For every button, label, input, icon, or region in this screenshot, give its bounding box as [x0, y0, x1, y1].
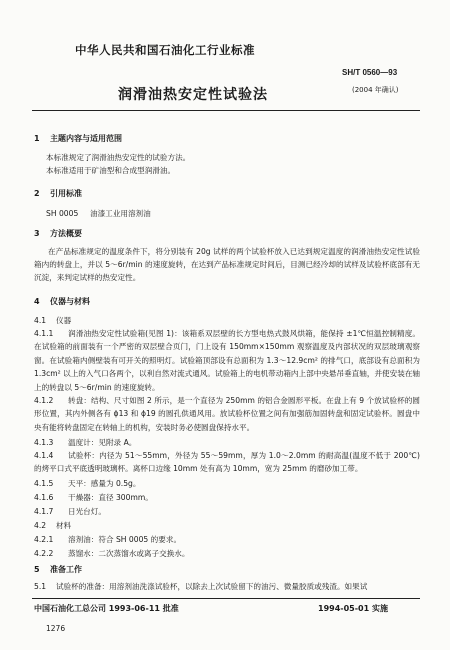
section-3-paragraph: 在产品标准规定的温度条件下，将分别装有 20g 试样的两个试验杯放入已达到规定温度的润滑油热安定性试验箱内的转盘上，并以 5～6r/min 的速度旋转，在达到产品标准规定时间后，目测已经冷却的试样及试验杯底部有无沉淀，来判定试样的热安定性。: [34, 247, 420, 283]
item-number: 4.2.1: [34, 535, 54, 544]
section-4-heading: [34, 296, 90, 307]
item-4-2-2: [34, 547, 420, 560]
section-1-heading: [34, 133, 122, 144]
item-number: 5.1: [34, 582, 47, 591]
item-4-1-4: [34, 449, 420, 476]
item-text: 温度计：见附录 A。: [68, 438, 137, 447]
item-text: 日光台灯。: [68, 507, 106, 516]
footer-divider: [32, 598, 420, 599]
item-text: 天平：感量为 0.5g。: [68, 479, 141, 488]
subsection-4-1: [34, 314, 420, 327]
item-number: 4.1.2: [34, 396, 54, 405]
confirmation-note: (2004 年确认): [352, 86, 399, 94]
section-number: 3: [34, 229, 40, 238]
item-5-1: [34, 580, 420, 593]
item-text: 干燥器：直径 300mm。: [68, 493, 153, 502]
item-4-1-6: [34, 491, 420, 504]
section-number: 1: [34, 134, 40, 143]
item-4-1-3: [34, 436, 420, 449]
item-text: 试验杯的准备：用溶剂油洗涤试验杯，以除去上次试验留下的油污、微量胶质或残渣。如果试: [56, 582, 368, 591]
item-number: 4.1.6: [34, 493, 54, 502]
standard-code: SH/T 0560—93: [342, 68, 398, 77]
item-text: 溶剂油：符合 SH 0005 的要求。: [68, 535, 182, 544]
item-text: 蒸馏水：二次蒸馏水或离子交换水。: [68, 549, 190, 558]
item-title: 仪器: [56, 316, 72, 325]
item-4-2-1: [34, 533, 420, 546]
section-title: 方法概要: [50, 229, 82, 238]
section-number: 2: [34, 189, 40, 198]
reference-name: 油漆工业用溶剂油: [90, 209, 151, 218]
header-divider: [32, 110, 420, 111]
item-number: 4.2: [34, 521, 47, 530]
item-4-1-5: [34, 477, 420, 490]
item-number: 4.1.3: [34, 438, 54, 447]
item-title: 材料: [56, 521, 72, 530]
item-number: 4.1.5: [34, 479, 54, 488]
item-number: 4.2.2: [34, 549, 54, 558]
section-1-line-1: 本标准规定了润滑油热安定性的试验方法。: [46, 153, 191, 162]
subsection-4-2: [34, 519, 420, 532]
item-text: 润滑油热安定性试验箱(见图 1)：该箱系双层壁的长方型电热式鼓风烘箱，能保持 ±1℃恒温控制精度。在试验箱的前面装有一个严密的双层壁合页门，门上设有 150mm×150mm 观察温度及内部状况的双层玻璃观察窗。在试验箱内侧壁装有可开关的照明灯。试验箱顶部设有总面积为 1.3～12.9cm² 的排气口，底部设有总面积为 1.3cm² 以上的入气口各两个，以利自然对流式通风。试验箱上的电机带动箱内上部中央悬吊垂直轴，并使安装在轴上的转盘以 5～6r/min 的速度旋转。: [34, 329, 421, 392]
page-number: 1276: [46, 624, 66, 633]
item-number: 4.1.4: [34, 451, 54, 460]
section-title: 主题内容与适用范围: [50, 134, 122, 143]
item-4-1-1: [34, 327, 420, 394]
reference-entry: [46, 208, 151, 219]
section-number: 4: [34, 297, 40, 306]
section-title: 准备工作: [50, 565, 82, 574]
section-3-heading: [34, 228, 82, 239]
item-number: 4.1.1: [34, 329, 54, 338]
approval-date: 中国石油化工总公司 1993-06-11 批准: [34, 604, 179, 613]
section-1-line-2: 本标准适用于矿油型和合成型润滑油。: [46, 166, 176, 175]
item-4-1-2: [34, 394, 420, 434]
item-number: 4.1.7: [34, 507, 54, 516]
section-title: 引用标准: [50, 189, 82, 198]
section-number: 5: [34, 565, 40, 574]
effective-date: 1994-05-01 实施: [318, 604, 388, 613]
item-number: 4.1: [34, 316, 47, 325]
item-4-1-7: [34, 505, 420, 518]
page-title: 润滑油热安定性试验法: [118, 87, 268, 103]
section-2-heading: [34, 188, 82, 199]
reference-code: SH 0005: [46, 209, 79, 218]
item-text: 试验杯：内径为 51～55mm，外径为 55～59mm，厚为 1.0～2.0mm 的耐高温(温度不低于 200℃)的烤平口式平底透明玻璃杯。离杯口边缘 10mm 处有高为 10mm，宽为 25mm 的磨砂加工带。: [34, 451, 420, 474]
section-title: 仪器与材料: [50, 297, 90, 306]
section-5-heading: [34, 564, 82, 575]
issuing-org: 中华人民共和国石油化工行业标准: [75, 43, 255, 57]
item-text: 转盘：结构、尺寸如图 2 所示，是一个直径为 250mm 的铝合金圆形平板。在盘上有 9 个放试验杯的圆形位置，其内外侧各有 ϕ13 和 ϕ19 的圆孔供通风用。放试验杯位置之间有加强筋加固转盘和固定试验杯。圆盘中央有能将转盘固定在转轴上的机构，安装时务必使圆盘保持水平。: [34, 396, 420, 432]
